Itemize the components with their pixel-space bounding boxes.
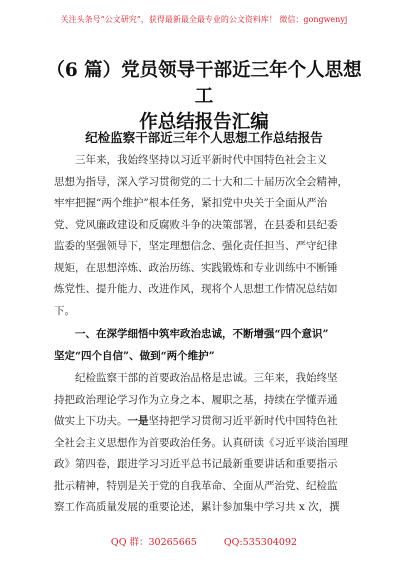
emphasis-text: 一是 bbox=[127, 415, 149, 427]
paragraph-text: 做实上下功夫。 bbox=[54, 415, 128, 427]
paragraph-text: 坚持把学习贯彻习近平新时代中国特色社 bbox=[148, 415, 338, 427]
section-heading-1 bbox=[54, 324, 358, 367]
paragraph-line: 思想为指导，深入学习贯彻党的二十大和二十届历次全会精神， bbox=[54, 175, 348, 188]
body-paragraph-2 bbox=[54, 368, 358, 519]
paragraph-line: 批示精神，特别是关于党的自我革命、全面从严治党、纪检监 bbox=[54, 479, 338, 492]
section-subtitle: 纪检监察干部近三年个人思想工作总结报告 bbox=[85, 130, 323, 145]
paragraph-line: 规矩，在思想淬炼、政治历练、实践锻炼和专业训练中不断锤 bbox=[54, 261, 338, 274]
paragraph-line: 察工作高质量发展的重要论述，累计参加集中学习共 x 次，撰 bbox=[54, 501, 340, 513]
paragraph-line: 纪检监察干部的首要政治品格是忠诚。三年来，我始终坚 bbox=[75, 372, 338, 384]
heading-line: 坚定“四个自信”、做到“两个维护” bbox=[54, 349, 215, 362]
paragraph-line: 监委的坚强领导下，坚定理想信念、强化责任担当、严守纪律 bbox=[54, 240, 338, 252]
paragraph-line bbox=[54, 411, 358, 433]
paragraph-line: 持把政治理论学习作为立身之本、履职之基，持续在学懂弄通 bbox=[54, 393, 338, 406]
paragraph-line: 政》第四卷，跟进学习习近平总书记最新重要讲话和重要指示 bbox=[54, 458, 338, 470]
intro-paragraph bbox=[54, 150, 358, 322]
document-title-line: （6 篇）党员领导干部近三年个人思想工 bbox=[46, 60, 362, 107]
paragraph-line: 炼党性、提升能力、改进作风，现将个人思想工作情况总结如 bbox=[54, 283, 338, 295]
footer-contact bbox=[0, 534, 408, 548]
paragraph-line: 牢牢把握“两个维护”根本任务，紧扣党中央关于全面从严治 bbox=[54, 197, 328, 209]
paragraph-line: 下。 bbox=[54, 304, 75, 317]
header-promo-note: 关注头条号“公文研究”，获得最新最全最专业的公文资料库！ 微信：gongwenyj bbox=[60, 15, 348, 24]
heading-line: 一、在深学细悟中筑牢政治忠诚，不断增强“四个意识” bbox=[75, 328, 329, 340]
paragraph-line: 党、党风廉政建设和反腐败斗争的决策部署，在县委和县纪委 bbox=[54, 218, 338, 231]
document-title-line: 作总结报告汇编 bbox=[139, 112, 269, 133]
paragraph-line: 全社会主义思想作为首要政治任务。认真研读《习近平谈治国理 bbox=[54, 436, 348, 449]
footer-qq-number: QQ:535304092 bbox=[223, 537, 298, 548]
document-title bbox=[40, 58, 368, 136]
paragraph-line: 三年来，我始终坚持以习近平新时代中国特色社会主义 bbox=[75, 154, 327, 166]
footer-qq-group: QQ 群：30265665 bbox=[110, 537, 197, 548]
